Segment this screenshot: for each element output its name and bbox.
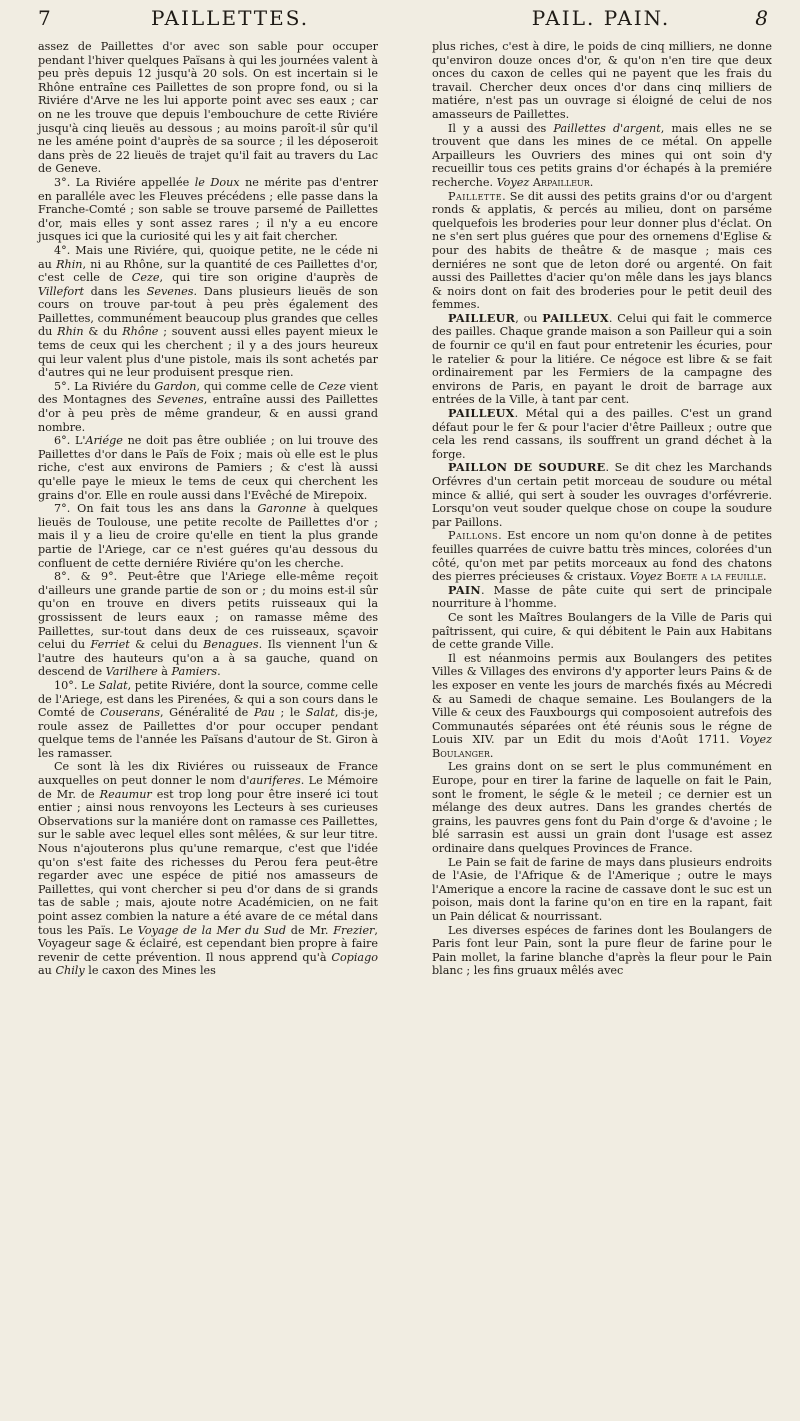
headword: Paillons — [448, 529, 499, 543]
entry-paillons: Paillons. Est encore un nom qu'on donne à de petites feuilles quarrées de cuivre battu très minces, colorées d'un côté, qu'on met par petits morceaux au fond des chatons des pierres précieuses & cristaux. Voyez Boete a la feuille. — [432, 529, 772, 584]
paragraph: Les diverses espéces de farines dont les Boulangers de Paris font leur Pain, sont la pure fleur de farine pour le Pain mollet, la farine blanche d'après la fleur pour le Pain blanc ; les fins gruaux mêlés avec — [432, 923, 772, 978]
paragraph: Ce sont les Maîtres Boulangers de la Ville de Paris qui paîtrissent, qui cuire, & qui débitent le Pain aux Habitans de cette grande Ville. — [432, 610, 772, 652]
entry-pailleur: PAILLEUR, ou PAILLEUX. Celui qui fait le commerce des pailles. Chaque grande maison a son Pailleur qui a soin de fournir ce qu'il en faut pour entretenir les écuries, pour le ratelier & pour la litiére. Ce négoce est libre & se fait ordinairement par les Fermiers de la campagne des environs de Paris, en payant le droit de barrage aux entrées de la Ville, à tant par cent. — [432, 310, 773, 407]
entry-paillette: Paillette. Se dit aussi des petits grains d'or ou d'argent ronds & applatis, & percés au milieu, dont on parséme quelquefois les broderies pour leur donner plus d'éclat. On ne s'en sert plus guéres que pour des ornemens d'Eglise & pour des habits de theâtre & de masque ; mais ces derniéres ne sont que de leton doré ou argenté. On fait aussi des Paillettes d'acier qu'on mêle dans les jays blancs & noirs dont on fait des broderies pour le petit deuil des femmes. — [432, 189, 772, 312]
paragraph: 6°. L'Ariége ne doit pas être oubliée ; on lui trouve des Paillettes d'or dans le Païs de Foix ; mais où elle est le plus riche, c'est aux environs de Pamiers ; & c'est là aussi qu'elle paye le mieux le tems de ceux qui cherchent les grains d'or. Elle en roule aussi dans l'Evêché de Mirepoix. — [38, 434, 378, 502]
paragraph: Ce sont là les dix Riviéres ou ruisseaux de France auxquelles on peut donner le nom d'auriferes. Le Mémoire de Mr. de Reaumur est trop long pour être inseré ici tout entier ; ainsi nous renvoyons les Lecteurs à ses curieuses Observations sur la maniére dont on ramasse ces Paillettes, sur le sable avec lequel elles sont mêlées, & sur leur titre. Nous n'ajouterons plus qu'une remarque, c'est que l'idée qu'on s'est faite des richesses du Perou fera peut-être regarder avec une espéce de pitié nos amasseurs de Paillettes, qui vont chercher si peu d'or dans de si grands tas de sable ; mais, ajoute notre Académicien, on ne fait point assez combien la nature a été avare de ce métal dans tous les Païs. Le Voyage de la Mer du Sud de Mr. Frezier, Voyageur sage & éclairé, est cependant bien propre à faire revenir de cette prévention. Il nous apprend qu'à Copiago au Chily le caxon des Mines les — [38, 760, 378, 978]
paragraph: 8°. & 9°. Peut-être que l'Ariege elle-même reçoit d'ailleurs une grande partie de son or ; du moins est-il sûr qu'on en trouve en divers petits ruisseaux qui la grossissent de leurs eaux ; on ramasse même des Paillettes, sur-tout dans deux de ces ruisseaux, sçavoir celui du Ferriet & celui du Benagues. Ils viennent l'un & l'autre des hauteurs qu'on a à sa gauche, quand on descend de Varilhere à Pamiers. — [38, 570, 378, 679]
headword: PAILLEUR — [448, 310, 516, 325]
headword: PAIN — [448, 582, 481, 597]
headword: PAILLEUX — [448, 406, 515, 421]
left-page-number: 7 — [38, 6, 53, 30]
paragraph: Il y a aussi des Paillettes d'argent, mais elles ne se trouvent que dans les mines de ce métal. On appelle Arpailleurs les Ouvriers des mines qui ont soin d'y recueillir tous ces petits grains d'or échapés à la premiére recherche. Voyez Arpailleur. — [432, 121, 772, 189]
paragraph: Le Pain se fait de farine de mays dans plusieurs endroits de l'Asie, de l'Afrique & de l'Amerique ; outre le mays l'Amerique a encore la racine de cassave dont le suc est un poison, mais dont la farine qu'on en tire en la rapant, fait un Pain délicat & nourrissant. — [432, 855, 772, 923]
paragraph: assez de Paillettes d'or avec son sable pour occuper pendant l'hiver quelques Païsans à qui les journées valent à peu près depuis 12 jusqu'à 20 sols. On est incertain si le Rhône entraîne ces Paillettes de son propre fond, ou si la Riviére d'Arve ne les lui apporte point avec ses eaux ; car on ne les trouve que depuis l'embouchure de cette Riviére jusqu'à cinq lieuës au dessous ; au moins paroît-il sûr qu'il ne les améne point d'auprès de sa source ; il les déposeroit dans près de 22 lieuës de trajet qu'il fait au travers du Lac de Geneve. — [38, 40, 378, 176]
cross-reference: Boete a la feuille — [665, 570, 764, 584]
cross-reference: Arpailleur — [532, 175, 590, 189]
paragraph: 5°. La Riviére du Gardon, qui comme celle de Ceze vient des Montagnes des Sevenes, entraîne aussi des Paillettes d'or à peu près de même grandeur, & en aussi grand nombre. — [38, 379, 378, 434]
left-text-column — [38, 40, 378, 978]
right-running-title: PAIL. PAIN. — [531, 6, 671, 30]
headword: PAILLEUX — [542, 310, 609, 325]
paragraph: plus riches, c'est à dire, le poids de cinq milliers, ne donne qu'environ douze onces d'or, & qu'on n'en tire que deux onces du caxon de celles qui ne payent que les frais du travail. Chercher deux onces d'or dans cinq milliers de matiére, n'est pas un ouvrage si éloigné de celui de nos amasseurs de Paillettes. — [432, 40, 772, 121]
right-page-number: 8 — [755, 6, 770, 30]
headword: PAILLON DE SOUDURE — [448, 460, 606, 475]
paragraph: 10°. Le Salat, petite Riviére, dont la source, comme celle de l'Ariege, est dans les Pirenées, & qui a son cours dans le Comté de Couserans, Généralité de Pau ; le Salat, dis-je, roule assez de Paillettes d'or pour occuper pendant quelque tems de l'année les Païsans d'autour de St. Giron à les ramasser. — [38, 678, 378, 760]
entry-pailleux: PAILLEUX. Métal qui a des pailles. C'est un grand défaut pour le fer & pour l'acier d'être Pailleux ; outre que cela les rend cassans, ils souffrent un grand déchet à la forge. — [432, 406, 772, 461]
paragraph: Il est néanmoins permis aux Boulangers des petites Villes & Villages des environs d'y apporter leurs Pains & de les exposer en vente les jours de marchés fixés au Mécredi & au Samedi de chaque semaine. Les Boulangers de la Ville & ceux des Fauxbourgs qui composoient autrefois des Communautés séparées ont été réunis sous le régne de Louis XIV. par un Edit du mois d'Août 1711. Voyez Boulanger. — [432, 651, 772, 760]
running-header — [38, 6, 770, 36]
paragraph: 7°. On fait tous les ans dans la Garonne à quelques lieuës de Toulouse, une petite recolte de Paillettes d'or ; mais il y a lieu de croire qu'elle en tient la plus grande partie de l'Ariege, car ce n'est guéres qu'au dessous du confluent de cette derniére Riviére qu'on les cherche. — [38, 502, 378, 570]
paragraph: Les grains dont on se sert le plus communément en Europe, pour en tirer la farine de laquelle on fait le Pain, sont le froment, le ségle & le meteil ; ce dernier est un mélange des deux autres. Dans les grandes chertés de grains, les pauvres gens font du Pain d'orge & d'avoine ; le blé sarrasin est aussi un grain dont l'usage est assez ordinaire dans quelques Provinces de France. — [432, 760, 772, 856]
paragraph: 3°. La Riviére appellée le Doux ne mérite pas d'entrer en paralléle avec les Fleuves précédens ; elle passe dans la Franche-Comté ; son sable se trouve parsemé de Paillettes d'or, mais elles y sont assez rares ; il n'y a eu encore jusques ici que la curiosité qui les y ait fait chercher. — [38, 175, 378, 244]
cross-reference: Boulanger — [432, 746, 490, 760]
paragraph: 4°. Mais une Riviére, qui, quoique petite, ne le céde ni au Rhin, ni au Rhône, sur la quantité de ces Paillettes d'or, c'est celle de Ceze, qui tire son origine d'auprès de Villefort dans les Sevenes. Dans plusieurs lieuës de son cours on trouve par-tout à peu près également des Paillettes, communément beaucoup plus grandes que celles du Rhin & du Rhône ; souvent aussi elles payent mieux le tems de ceux qui les cherchent ; il y a des jours heureux qui leur valent plus d'une pistole, mais ils sont achetés par d'autres qui ne leur produisent presque rien. — [38, 243, 378, 380]
left-running-title: PAILLETTES. — [150, 6, 310, 30]
headword: Paillette — [448, 189, 503, 203]
entry-pain: PAIN. Masse de pâte cuite qui sert de principale nourriture à l'homme. — [432, 582, 772, 611]
right-text-column — [432, 40, 772, 978]
entry-paillon-de-soudure: PAILLON DE SOUDURE. Se dit chez les Marchands Orfévres d'un certain petit morceau de soudure ou métal mince & allié, qui sert à souder les ouvrages d'orfévrerie. Lorsqu'on veut souder quelque chose on coupe la soudure par Paillons. — [432, 460, 772, 529]
